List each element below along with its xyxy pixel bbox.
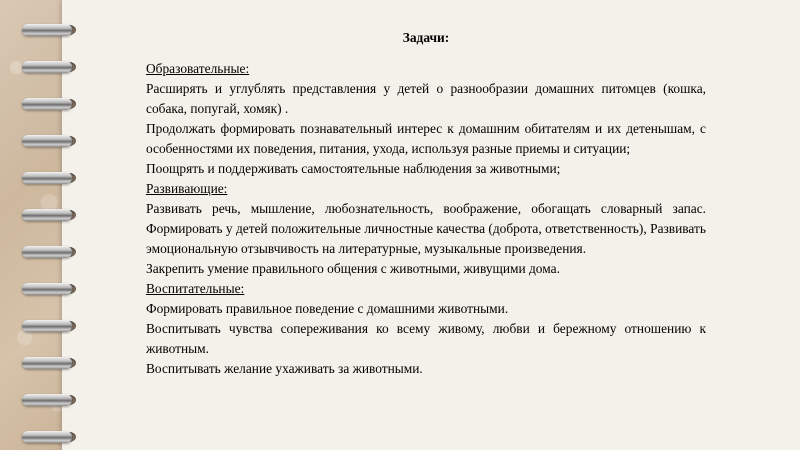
educational-paragraph: Расширять и углублять представления у детей о разнообразии домашних питомцев (кошка, собака, попугай, хомяк) . [146,81,706,116]
binding-ring [22,57,82,77]
binding-ring [22,131,82,151]
binding-ring [22,427,82,447]
binding-ring [22,353,82,373]
upbringing-paragraph: Воспитывать чувства сопереживания ко всему живому, любви и бережному отношению к животным. [146,321,706,356]
binding-ring [22,20,82,40]
tasks-content [146,28,706,379]
upbringing-paragraph: Формировать правильное поведение с домашними животными. [146,301,509,316]
binding-ring [22,94,82,114]
developmental-paragraph: Развивать речь, мышление, любознательность, воображение, обогащать словарный запас. Формировать у детей положительные личностные качества (доброта, ответственность), Развивать эмоциональную отзывчивость на литературные, музыкальные произведения. [146,201,706,256]
binding-ring [22,390,82,410]
educational-paragraph: Поощрять и поддерживать самостоятельные наблюдения за животными; [146,161,561,176]
binding-ring [22,279,82,299]
spiral-binding [22,0,82,450]
page-title: Задачи: [402,30,450,45]
developmental-paragraph: Закрепить умение правильного общения с животными, живущими дома. [146,261,560,276]
binding-ring [22,205,82,225]
binding-ring [22,168,82,188]
section-heading-educational: Образовательные: [146,61,250,76]
binding-ring [22,242,82,262]
educational-paragraph: Продолжать формировать познавательный интерес к домашним обитателям и их детенышам, с особенностями их поведения, питания, ухода, используя разные приемы и ситуации; [146,121,706,156]
binding-ring [22,316,82,336]
section-heading-developmental: Развивающие: [146,181,228,196]
section-heading-upbringing: Воспитательные: [146,281,245,296]
upbringing-paragraph: Воспитывать желание ухаживать за животными. [146,361,423,376]
